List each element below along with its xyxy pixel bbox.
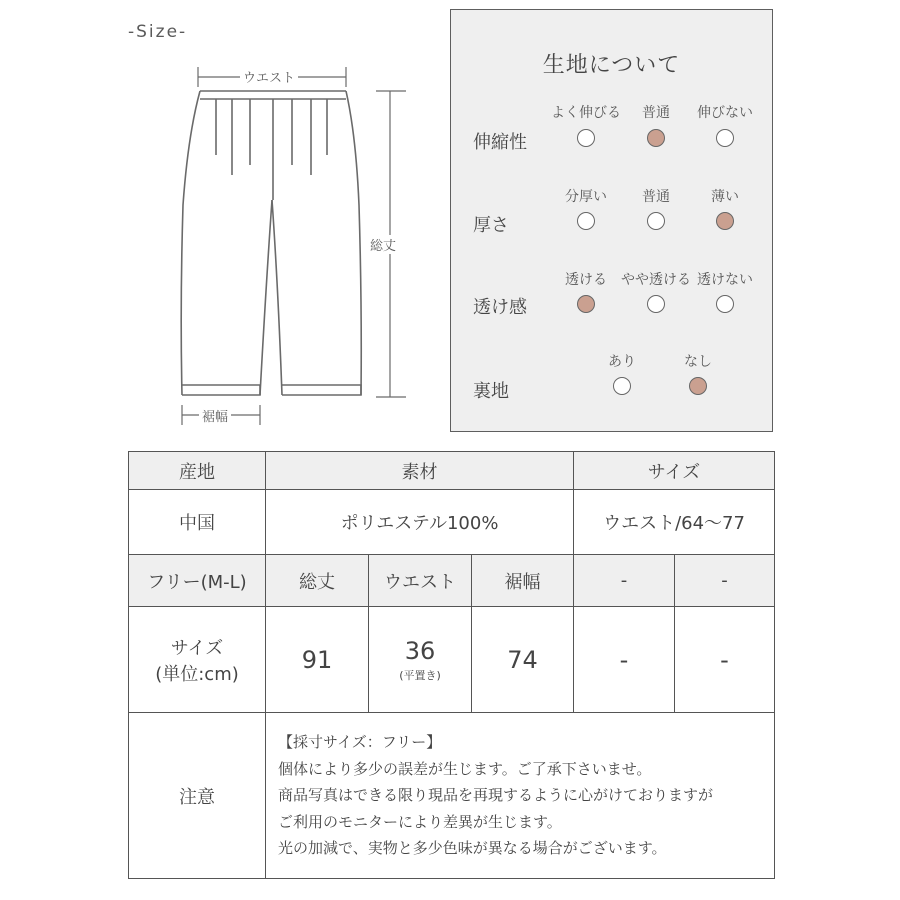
sheerness-option-indicator [647,295,665,313]
waist-dimension-label: ウエスト [240,67,298,86]
length-dimension-label: 総丈 [367,235,399,254]
material-header: 素材 [266,452,574,490]
hem-value: 74 [472,607,574,713]
note-line: 光の加減で、実物と多少色味が異なる場合がございます。 [278,839,667,858]
sheerness-option-indicator-selected [577,295,595,313]
blank-value: - [675,607,775,713]
sheerness-option-indicator [716,295,734,313]
fabric-info-panel [450,9,773,432]
table-row [129,555,775,607]
lining-label: 裏地 [473,381,509,402]
length-column-header: 総丈 [266,555,369,607]
sheerness-label: 透け感 [473,297,527,318]
size-row-label [129,607,266,713]
lining-option-label: あり [608,354,636,370]
origin-header: 産地 [129,452,266,490]
waist-value-cell [369,607,472,713]
stretch-option-indicator-selected [647,129,665,147]
table-row [129,607,775,713]
thickness-option-label: 分厚い [565,189,607,205]
stretch-option-label: 伸びない [697,105,753,121]
blank-value: - [574,607,675,713]
stretch-label: 伸縮性 [473,132,527,153]
size-header: サイズ [574,452,775,490]
size-row-label-line1: サイズ [170,637,224,659]
note-line: 商品写真はできる限り現品を再現するように心がけておりますが [278,786,714,805]
stretch-option-indicator [716,129,734,147]
lining-option-indicator [613,377,631,395]
hem-dimension-label: 裾幅 [199,406,231,425]
table-row [129,490,775,555]
blank-column-header: - [675,555,775,607]
lining-option-label: なし [684,354,712,370]
material-value: ポリエステル100% [266,490,574,555]
size-title: -Size- [128,22,188,42]
thickness-option-indicator [647,212,665,230]
waist-value: 36 [404,636,436,665]
fabric-panel-title: 生地について [542,53,681,78]
thickness-option-label: 薄い [711,189,739,205]
spec-table [128,451,775,879]
size-value: ウエスト/64〜77 [574,490,775,555]
waist-column-header: ウエスト [369,555,472,607]
waist-value-note: (平置き) [399,668,441,682]
thickness-option-label: 普通 [642,189,670,205]
blank-column-header: - [574,555,675,607]
thickness-label: 厚さ [473,215,509,236]
table-row [129,452,775,490]
note-line: 個体により多少の誤差が生じます。ご了承下さいませ。 [278,759,652,778]
note-line: 【採寸サイズ：フリー】 [278,733,442,752]
thickness-option-indicator-selected [716,212,734,230]
notes-cell [266,713,775,879]
size-type: フリー(M-L) [129,555,266,607]
pants-diagram [170,55,410,435]
sheerness-option-label: 透ける [565,272,607,288]
origin-value: 中国 [129,490,266,555]
thickness-option-indicator [577,212,595,230]
sheerness-option-label: やや透ける [621,272,691,288]
length-value: 91 [266,607,369,713]
table-row [129,713,775,879]
stretch-option-indicator [577,129,595,147]
sheerness-option-label: 透けない [697,272,753,288]
stretch-option-label: 普通 [642,105,670,121]
size-row-label-line2: (単位:cm) [155,663,239,685]
note-header: 注意 [129,713,266,879]
stretch-option-label: よく伸びる [551,105,621,121]
hem-column-header: 裾幅 [472,555,574,607]
note-line: ご利用のモニターにより差異が生じます。 [278,812,562,831]
lining-option-indicator-selected [689,377,707,395]
